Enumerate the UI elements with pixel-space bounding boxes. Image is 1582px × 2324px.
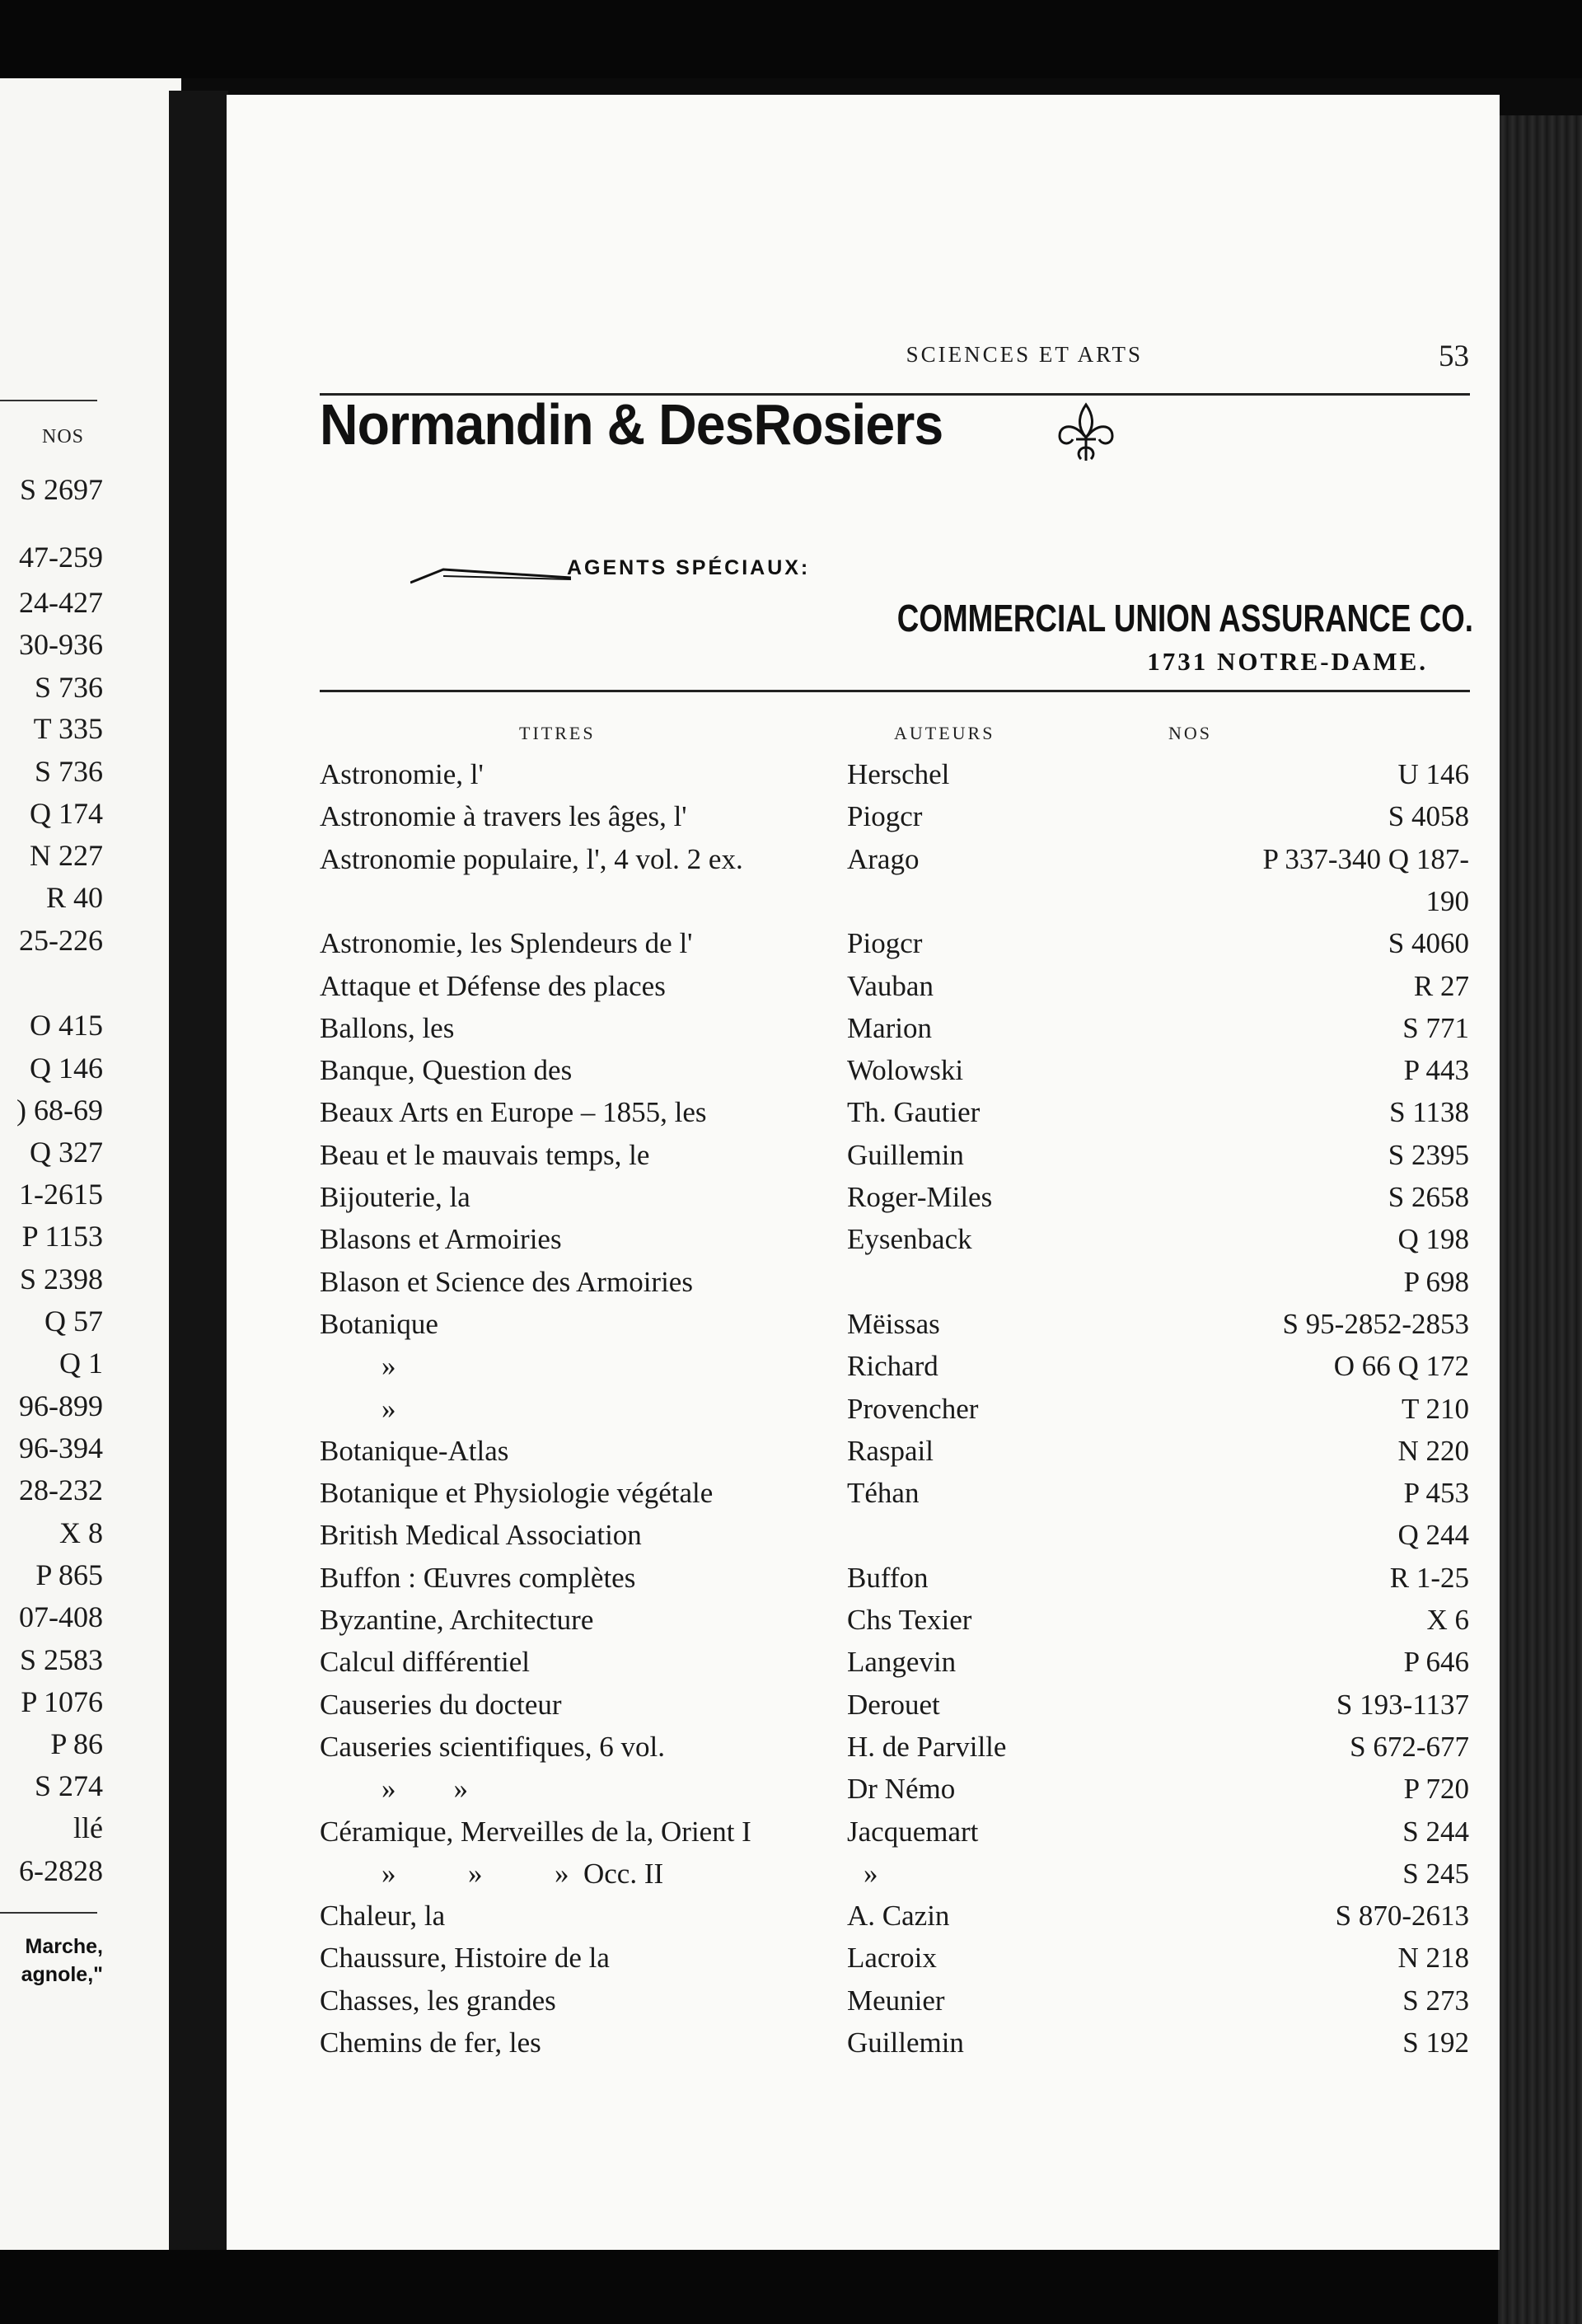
previous-page-number: O 415 [30, 1009, 103, 1042]
catalogue-entry [320, 1858, 1473, 1900]
previous-page-number: Q 174 [30, 797, 103, 830]
book-page [227, 95, 1500, 2250]
entry-title: Blason et Science des Armoiries [320, 1266, 693, 1298]
previous-page-number: llé [73, 1811, 103, 1844]
entry-author: Meunier [847, 1984, 945, 2017]
previous-page-number: R 40 [45, 881, 103, 914]
advertiser-name: Normandin & DesRosiers [320, 392, 943, 457]
entry-number: R 27 [1413, 970, 1469, 1002]
catalogue-entry [320, 1984, 1473, 2027]
previous-page-rule [0, 400, 97, 401]
previous-page-header: NOS [41, 426, 84, 447]
previous-page-number: S 274 [34, 1769, 103, 1802]
entry-author: Langevin [847, 1646, 957, 1678]
previous-page-number: S 2583 [19, 1643, 103, 1676]
decorative-dash-icon [410, 566, 571, 584]
entry-number: S 672-677 [1350, 1731, 1469, 1763]
entry-number: P 698 [1403, 1266, 1469, 1298]
entry-author: Chs Texier [847, 1604, 972, 1636]
entry-author: Marion [847, 1012, 933, 1044]
previous-page-number: 28-232 [19, 1474, 103, 1506]
catalogue-entry [320, 1181, 1473, 1224]
entry-title: Causeries du docteur [320, 1689, 562, 1721]
entry-number: S 245 [1402, 1858, 1469, 1890]
catalogue-entry [320, 1900, 1473, 1942]
entry-author: Arago [847, 843, 920, 875]
entry-number: S 192 [1402, 2026, 1469, 2059]
column-header-numbers: NOS [1168, 723, 1213, 743]
entry-title: Calcul différentiel [320, 1646, 530, 1678]
scan-border-top [0, 0, 1582, 78]
entry-author: Th. Gautier [847, 1096, 981, 1128]
entry-author: Wolowski [847, 1054, 964, 1086]
entry-title: Céramique, Merveilles de la, Orient I [320, 1816, 751, 1848]
previous-page-footer-line: Marche, [25, 1935, 103, 1958]
catalogue-entry [320, 1266, 1473, 1309]
entry-title: Chaleur, la [320, 1900, 446, 1932]
catalogue-entry [320, 758, 1473, 801]
entry-number: Q 198 [1397, 1223, 1469, 1255]
entry-number: S 1138 [1389, 1096, 1469, 1128]
entry-title: Causeries scientifiques, 6 vol. [320, 1731, 665, 1763]
entry-title: Bijouterie, la [320, 1181, 470, 1213]
entry-title: » » » Occ. II [381, 1858, 664, 1890]
entry-number: S 870-2613 [1335, 1900, 1469, 1932]
entry-number: R 1-25 [1389, 1562, 1469, 1594]
entry-author: Piogcr [847, 800, 923, 832]
entry-title: » [381, 1393, 396, 1425]
entry-title: Banque, Question des [320, 1054, 573, 1086]
entry-number: P 720 [1403, 1773, 1469, 1805]
catalogue-entry [320, 800, 1473, 843]
catalogue-entry [320, 1942, 1473, 1984]
entry-title: Chasses, les grandes [320, 1984, 556, 2017]
entry-author: Piogcr [847, 927, 923, 959]
entry-title: Botanique et Physiologie végétale [320, 1477, 714, 1509]
book-edge [1498, 115, 1582, 2324]
previous-page-number: T 335 [33, 712, 103, 745]
page-number: 53 [1439, 340, 1469, 373]
entry-author: Richard [847, 1350, 938, 1382]
entry-author: Eysenback [847, 1223, 972, 1255]
catalogue-entry [320, 1096, 1473, 1139]
previous-page-fragment [0, 78, 181, 2250]
column-header-authors: AUTEURS [894, 723, 995, 743]
catalogue-entry [320, 2026, 1473, 2069]
previous-page-number: X 8 [59, 1516, 103, 1549]
entry-title: Astronomie, l' [320, 758, 484, 790]
previous-page-number: P 1153 [21, 1220, 103, 1253]
previous-page-number: N 227 [30, 839, 103, 872]
entry-number: P 443 [1403, 1054, 1469, 1086]
entry-number: 190 [1425, 885, 1469, 917]
previous-page-number: Q 146 [30, 1052, 103, 1085]
entry-number: S 4058 [1388, 800, 1469, 832]
previous-page-number: P 1076 [21, 1685, 103, 1718]
entry-title: Buffon : Œuvres complètes [320, 1562, 636, 1594]
previous-page-number: 07-408 [19, 1600, 103, 1633]
entry-author: Derouet [847, 1689, 940, 1721]
entry-author: Raspail [847, 1435, 934, 1467]
advertisement-rule [320, 690, 1470, 692]
entry-author: H. de Parville [847, 1731, 1007, 1763]
previous-page-number: P 86 [50, 1727, 103, 1760]
previous-page-number: ) 68-69 [16, 1094, 103, 1127]
previous-page-number: S 2697 [19, 473, 103, 506]
scan-border-bottom [0, 2246, 1582, 2324]
catalogue-entry [320, 1012, 1473, 1055]
agents-label: AGENTS SPÉCIAUX: [567, 556, 811, 579]
previous-page-number: 96-394 [19, 1431, 103, 1464]
column-header-titles: TITRES [519, 723, 596, 743]
entry-author: Herschel [847, 758, 950, 790]
entry-number: Q 244 [1397, 1519, 1469, 1551]
previous-page-number: 6-2828 [19, 1854, 103, 1887]
entry-number: S 771 [1402, 1012, 1469, 1044]
entry-author: Buffon [847, 1562, 929, 1594]
catalogue-entry [320, 1646, 1473, 1689]
entry-number: P 453 [1403, 1477, 1469, 1509]
catalogue-entry [320, 1477, 1473, 1520]
entry-author: Dr Némo [847, 1773, 956, 1805]
entry-number: O 66 Q 172 [1333, 1350, 1469, 1382]
previous-page-number: 1-2615 [19, 1178, 103, 1211]
entry-title: Blasons et Armoiries [320, 1223, 562, 1255]
previous-page-footer-rule [0, 1912, 97, 1914]
entry-author: Jacquemart [847, 1816, 979, 1848]
advertisement [320, 391, 1473, 692]
entry-number: S 2395 [1388, 1139, 1469, 1171]
entry-title: Beau et le mauvais temps, le [320, 1139, 650, 1171]
running-head [645, 342, 1469, 375]
catalogue-entry [320, 1054, 1473, 1097]
previous-page-number: Q 57 [44, 1305, 103, 1338]
company-name: COMMERCIAL UNION ASSURANCE CO. [896, 597, 1473, 640]
entry-number: N 220 [1397, 1435, 1469, 1467]
catalogue-entry [320, 843, 1473, 886]
entry-author: Provencher [847, 1393, 979, 1425]
entry-number: S 193-1137 [1336, 1689, 1469, 1721]
entry-number: T 210 [1402, 1393, 1469, 1425]
entry-author: » [864, 1858, 878, 1890]
entry-author: Roger-Miles [847, 1181, 993, 1213]
entry-number: S 244 [1402, 1816, 1469, 1848]
catalogue-entry [320, 1308, 1473, 1351]
catalogue-entry [320, 1435, 1473, 1478]
previous-page-number: 25-226 [19, 924, 103, 957]
company-address: 1731 NOTRE-DAME. [1147, 647, 1428, 676]
catalogue-entry [320, 1816, 1473, 1858]
entry-number: S 4060 [1388, 927, 1469, 959]
catalogue-entry [320, 1689, 1473, 1731]
entry-title: Beaux Arts en Europe – 1855, les [320, 1096, 707, 1128]
entry-title: British Medical Association [320, 1519, 642, 1551]
book-gutter [169, 91, 228, 2250]
entry-title: Botanique [320, 1308, 438, 1340]
previous-page-number: 30-936 [19, 628, 103, 661]
catalogue-entry [320, 1393, 1473, 1436]
entry-title: Byzantine, Architecture [320, 1604, 594, 1636]
previous-page-footer-line: agnole," [21, 1963, 103, 1986]
entry-author: Mëissas [847, 1308, 940, 1340]
entry-number: P 337-340 Q 187- [1262, 843, 1469, 875]
entry-number: S 273 [1402, 1984, 1469, 2017]
entry-title: » [381, 1350, 396, 1382]
entry-title: Ballons, les [320, 1012, 455, 1044]
catalogue-entry [320, 1604, 1473, 1647]
entry-title: Attaque et Défense des places [320, 970, 666, 1002]
entry-title: Astronomie, les Splendeurs de l' [320, 927, 693, 959]
entry-number: N 218 [1397, 1942, 1469, 1974]
entry-number: X 6 [1426, 1604, 1469, 1636]
entry-author: Vauban [847, 970, 934, 1002]
previous-page-number: 47-259 [19, 541, 103, 574]
catalogue-entry [320, 1731, 1473, 1773]
previous-page-number: 96-899 [19, 1389, 103, 1422]
catalogue-entry [320, 885, 1473, 928]
catalogue-entry [320, 1562, 1473, 1605]
entry-number: U 146 [1397, 758, 1469, 790]
previous-page-number: S 736 [34, 671, 103, 704]
entry-title: Botanique-Atlas [320, 1435, 509, 1467]
previous-page-number: S 2398 [19, 1263, 103, 1296]
catalogue-entry [320, 1519, 1473, 1562]
entry-title: Chaussure, Histoire de la [320, 1942, 610, 1974]
entry-author: Téhan [847, 1477, 920, 1509]
entry-title: Astronomie à travers les âges, l' [320, 800, 687, 832]
catalogue-entry [320, 1773, 1473, 1816]
previous-page-number: 24-427 [19, 586, 103, 619]
entry-title: » » [381, 1773, 468, 1805]
catalogue-entry [320, 1139, 1473, 1182]
entry-number: P 646 [1403, 1646, 1469, 1678]
section-title: SCIENCES ET ARTS [906, 342, 1143, 367]
previous-page-number: Q 1 [59, 1347, 103, 1380]
entry-author: Guillemin [847, 2026, 964, 2059]
entry-number: S 95-2852-2853 [1282, 1308, 1469, 1340]
previous-page-number: P 865 [35, 1558, 103, 1591]
entry-author: Guillemin [847, 1139, 964, 1171]
catalogue-entry [320, 970, 1473, 1013]
catalogue-entry [320, 1350, 1473, 1393]
entry-title: Chemins de fer, les [320, 2026, 541, 2059]
entry-number: S 2658 [1388, 1181, 1469, 1213]
entry-title: Astronomie populaire, l', 4 vol. 2 ex. [320, 843, 743, 875]
entry-author: A. Cazin [847, 1900, 950, 1932]
fleur-de-lis-icon [1053, 400, 1119, 466]
entry-author: Lacroix [847, 1942, 937, 1974]
catalogue-entry [320, 927, 1473, 970]
catalogue-entry [320, 1223, 1473, 1266]
previous-page-number: Q 327 [30, 1136, 103, 1169]
previous-page-number: S 736 [34, 755, 103, 788]
